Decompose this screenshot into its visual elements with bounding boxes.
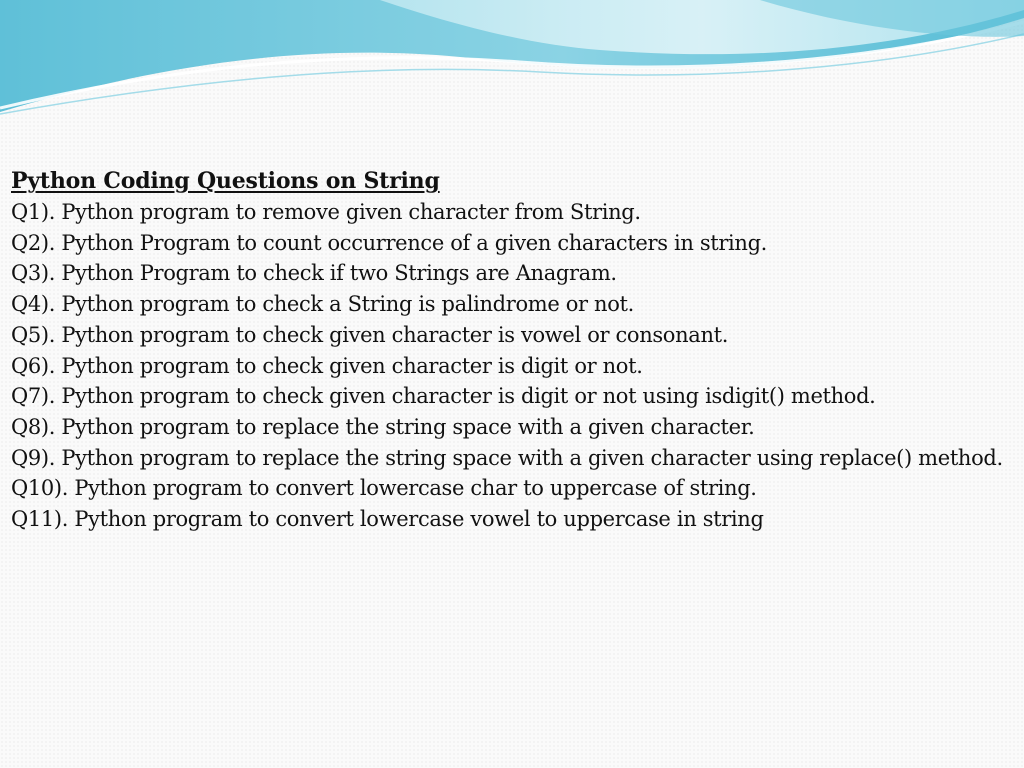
question-item-q8: Q8). Python program to replace the string space with a given character. <box>11 414 755 439</box>
question-item-q1: Q1). Python program to remove given character from String. <box>11 200 641 224</box>
question-item-q2: Q2). Python Program to count occurrence of a given characters in string. <box>11 230 767 255</box>
question-item-q4: Q4). Python program to check a String is palindrome or not. <box>11 292 634 317</box>
question-item-q3: Q3). Python Program to check if two Strings are Anagram. <box>11 261 617 286</box>
question-item-q6: Q6). Python program to check given character is digit or not. <box>11 353 643 378</box>
question-item-q9: Q9). Python program to replace the string space with a given character using replace() method. <box>11 445 1003 470</box>
question-item-q5: Q5). Python program to check given character is vowel or consonant. <box>11 322 729 347</box>
question-item-q10: Q10). Python program to convert lowercase char to uppercase of string. <box>11 476 757 501</box>
question-list <box>11 197 1011 535</box>
slide-heading: Python Coding Questions on String <box>11 168 440 194</box>
question-item-q11: Q11). Python program to convert lowercase vowel to uppercase in string <box>11 507 764 532</box>
question-item-q7: Q7). Python program to check given character is digit or not using isdigit() method. <box>11 384 876 409</box>
header-wave-decoration <box>0 0 1024 120</box>
slide-content <box>11 166 1011 535</box>
